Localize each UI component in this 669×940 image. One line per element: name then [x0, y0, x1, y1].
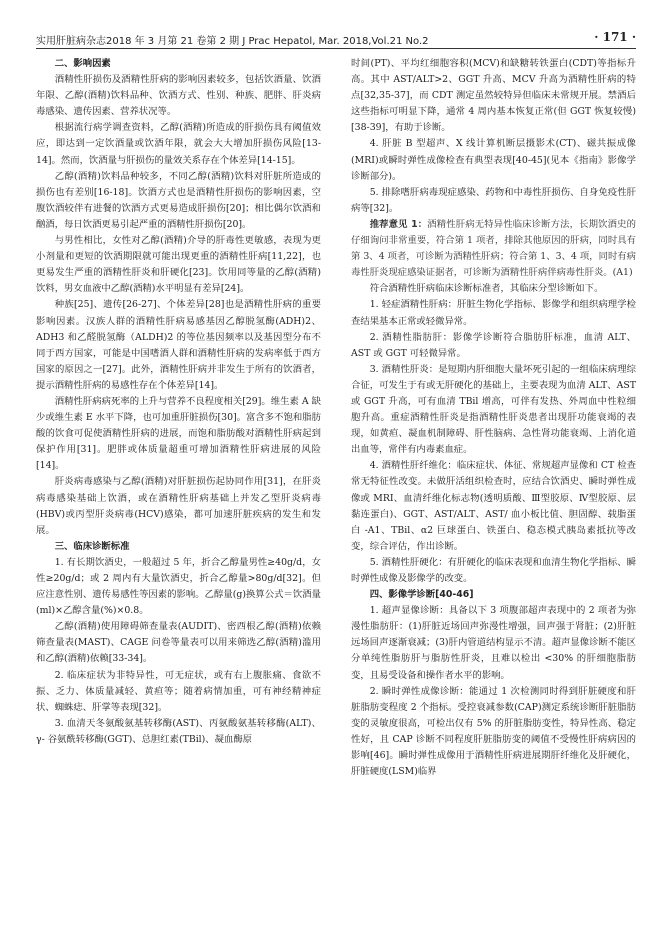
- paragraph: 种族[25]、遗传[26-27]、个体差异[28]也是酒精性肝病的重要影响因素。汉族人群的酒精性肝病易感基因乙醇脱氢酶(ADH)2、ADH3 和乙醛脱氢酶（ALDH)2 的等位基因频率以及基因型分布不同于西方国家，可能是中国嗜酒人群和酒精性肝病的发病率低于西方国家的原因之一[27]。此外，酒精性肝病并非发生于所有的饮酒者，提示酒精性肝病的易感性存在个体差异[14]。: [36, 299, 321, 391]
- paragraph: 1. 有长期饮酒史，一般超过 5 年，折合乙醇量男性≥40g/d，女性≥20g/d；或 2 周内有大量饮酒史，折合乙醇量>80g/d[32]。但应注意性别、遗传易感性等因素的影响。乙醇量(g)换算公式＝饮酒量(ml)×乙醇含量(%)×0.8。: [36, 556, 321, 617]
- paragraph: 根据流行病学调查资料，乙醇(酒精)所造成的肝损伤具有阈值效应，即达到一定饮酒量或饮酒年限，就会大大增加肝损伤风险[13-14]。然而，饮酒量与肝损伤的量效关系存在个体差异[14-15]。: [36, 122, 321, 166]
- section-heading: 三、临床诊断标准: [54, 540, 130, 552]
- page-number: · 171 ·: [594, 30, 636, 44]
- paragraph: 1. 轻症酒精性肝病：肝脏生物化学指标、影像学和组织病理学检查结果基本正常或轻微异常。: [351, 299, 636, 327]
- paragraph: 5. 酒精性肝硬化：有肝硬化的临床表现和血清生物化学指标、瞬时弹性成像及影像学的改变。: [351, 556, 636, 584]
- paragraph: 4. 肝脏 B 型超声、X 线计算机断层摄影术(CT)、磁共振成像(MRI)或瞬时弹性成像检查有典型表现[40-45](见本《指南》影像学诊断部分)。: [351, 138, 636, 182]
- paragraph: 3. 血清天冬氨酸氨基转移酶(AST)、丙氨酸氨基转移酶(ALT)、γ- 谷氨酰转移酶(GGT)、总胆红素(TBil)、凝血酶原: [36, 717, 321, 745]
- paragraph: 符合酒精性肝病临床诊断标准者，其临床分型诊断如下。: [369, 283, 604, 295]
- left-column: [36, 56, 321, 748]
- paragraph: 2. 瞬时弹性成像诊断：能通过 1 次检测同时得到肝脏硬度和肝脏脂肪变程度 2 个指标。受控衰减参数(CAP)测定系统诊断肝脏脂肪变的灵敏度很高，可检出仅有 5% 的肝脏脂肪变性，特异性高、稳定性好，且 CAP 诊断不同程度肝脏脂肪变的阈值不受慢性肝病病因的影响[46]。瞬时弹性成像用于酒精性肝病进展期肝纤维化及肝硬化，肝脏硬度(LSM)临界: [351, 685, 636, 778]
- paragraph: 3. 酒精性肝炎：是短期内肝细胞大量坏死引起的一组临床病理综合征，可发生于有或无肝硬化的基础上，主要表现为血清 ALT、AST 或 GGT 升高，可有血清 TBil 增高，可伴有发热、外周血中性粒细胞升高。重症酒精性肝炎是指酒精性肝炎患者出现肝功能衰竭的表现，如黄疸、凝血机制障碍、肝性脑病、急性肾功能衰竭、上消化道出血等，常伴有内毒素血症。: [351, 363, 636, 456]
- paragraph: 肝炎病毒感染与乙醇(酒精)对肝脏损伤起协同作用[31]，在肝炎病毒感染基础上饮酒，或在酒精性肝病基础上并发乙型肝炎病毒(HBV)或丙型肝炎病毒(HCV)感染，都可加速肝脏疾病的发生和发展。: [36, 476, 321, 536]
- recommendation: [351, 217, 636, 281]
- paragraph-continued: 时间(PT)、平均红细胞容积(MCV)和缺糖转铁蛋白(CDT)等指标升高。其中 AST/ALT>2、GGT 升高、MCV 升高为酒精性肝病的特点[32,35-37]，而 CDT 测定虽然较特异但临床未常规开展。禁酒后这些指标可明显下降，通常 4 周内基本恢复正常(但 GGT 恢复较慢)[38-39]，有助于诊断。: [351, 58, 636, 134]
- paragraph: 2. 临床症状为非特异性，可无症状，或有右上腹胀痛、食欲不振、乏力、体质量减轻、黄疸等；随着病情加重，可有神经精神症状、蜘蛛痣、肝掌等表现[32]。: [36, 669, 321, 713]
- paragraph: 乙醇(酒精)使用障碍筛查量表(AUDIT)、密西根乙醇(酒精)依赖筛查量表(MAST)、CAGE 问卷等量表可以用来筛选乙醇(酒精)滥用和乙醇(酒精)依赖[33-34]。: [36, 621, 321, 665]
- paragraph: 酒精性肝病病死率的上升与营养不良程度相关[29]。维生素 A 缺少或维生素 E 水平下降，也可加重肝脏损伤[30]。富含多不饱和脂肪酸的饮食可促使酒精性肝病的进展，而饱和脂肪酸对酒精性肝病起到保护作用[31]。肥胖或体质量超重可增加酒精性肝病进展的风险[14]。: [36, 395, 321, 472]
- recommendation-label: 推荐意见 1：: [369, 218, 428, 230]
- section-heading: 二、影响因素: [54, 58, 111, 69]
- paragraph: 4. 酒精性肝纤维化：临床症状、体征、常规超声显像和 CT 检查常无特征性改变。未做肝活组织检查时，应结合饮酒史、瞬时弹性成像或 MRI、血清纤维化标志物(透明质酸、Ⅲ型胶原、Ⅳ型胶原、层黏连蛋白)、GGT、AST/ALT、AST/ 血小板比值、胆固醇、载脂蛋白 -A1、TBil、α2 巨球蛋白、铁蛋白、稳态模式胰岛素抵抗等改变，综合评估，作出诊断。: [351, 460, 636, 552]
- journal-citation: 实用肝脏病杂志2018 年 3 月第 21 卷第 2 期 J Prac Hepatol, Mar. 2018,Vol.21 No.2: [36, 36, 429, 47]
- paragraph: 2. 酒精性脂肪肝：影像学诊断符合脂肪肝标准，血清 ALT、AST 或 GGT 可轻微异常。: [351, 331, 636, 359]
- paragraph: 5. 排除嗜肝病毒现症感染、药物和中毒性肝损伤、自身免疫性肝病等[32]。: [351, 186, 636, 214]
- paragraph: 酒精性肝损伤及酒精性肝病的影响因素较多，包括饮酒量、饮酒年限、乙醇(酒精)饮料品种、饮酒方式、性别、种族、肥胖、肝炎病毒感染、遗传因素、营养状况等。: [36, 74, 321, 118]
- right-column: [351, 56, 636, 780]
- running-header: [36, 28, 636, 49]
- section-heading: 四、影像学诊断[40-46]: [369, 589, 474, 601]
- recommendation-text: 酒精性肝病无特异性临床诊断方法，长期饮酒史的仔细询问非常重要，符合第 1 项者，排除其他原因的肝病，同时具有第 3、4 项者，可诊断为酒精性肝病；符合第 1、3、4 项，同时有病毒性肝炎现症感染证据者，可诊断为酒精性肝病伴病毒性肝炎。(A1): [351, 218, 636, 279]
- paragraph: 与男性相比，女性对乙醇(酒精)介导的肝毒性更敏感，表现为更小剂量和更短的饮酒期限就可能出现更重的酒精性肝病[11,22]，也更易发生严重的酒精性肝炎和肝硬化[23]。饮用同等量的乙醇(酒精)饮料，男女血液中乙醇(酒精)水平明显有差异[24]。: [36, 235, 321, 295]
- paragraph: 乙醇(酒精)饮料品种较多，不同乙醇(酒精)饮料对肝脏所造成的损伤也有差别[16-18]。饮酒方式也是酒精性肝损伤的影响因素，空腹饮酒较伴有进餐的饮酒方式更易造成肝损伤[20]；相比偶尔饮酒和酗酒，每日饮酒更易引起严重的酒精性肝损伤[20]。: [36, 170, 321, 230]
- paragraph: 1. 超声显像诊断：具备以下 3 项腹部超声表现中的 2 项者为弥漫性脂肪肝：(1)肝脏近场回声弥漫性增强，回声强于肾脏；(2)肝脏远场回声逐渐衰减；(3)肝内管道结构显示不清。超声显像诊断不能区分单纯性脂肪肝与脂肪性肝炎，且难以检出 <30% 的肝细胞脂肪变，且易受设备和操作者水平的影响。: [351, 605, 636, 681]
